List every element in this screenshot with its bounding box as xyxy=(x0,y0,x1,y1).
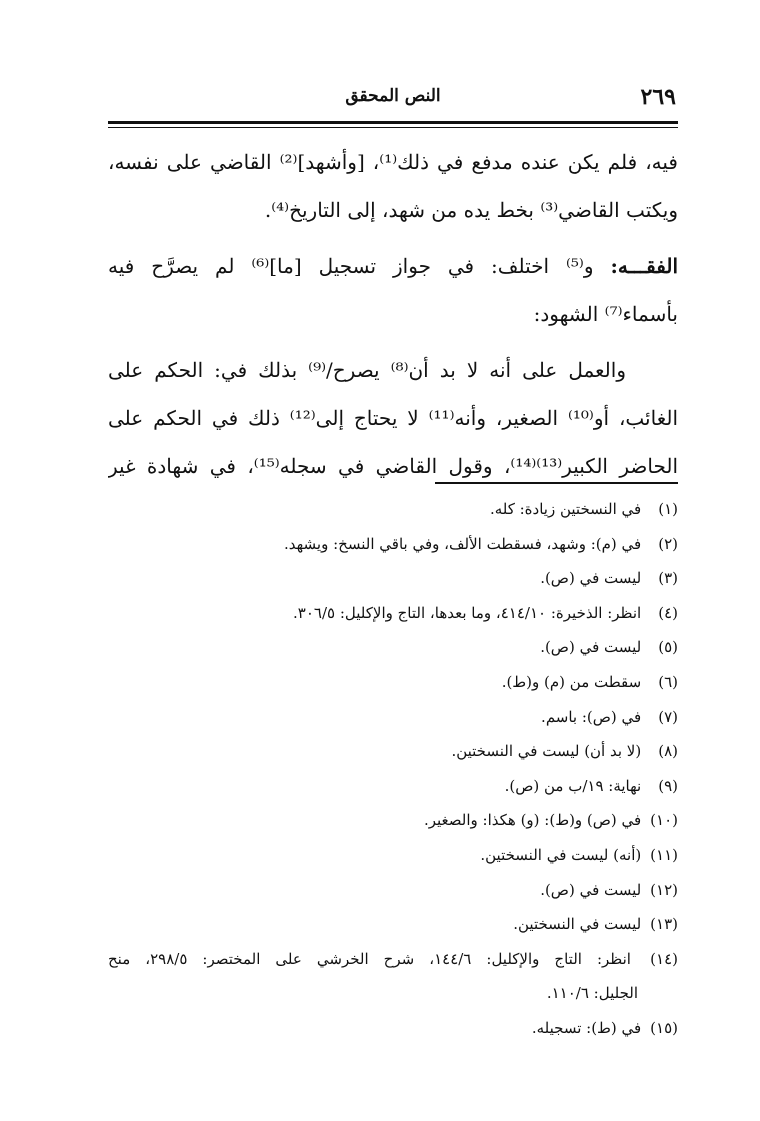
footnote-1 xyxy=(108,492,678,527)
footnote-text: انظر: التاج والإكليل: ١٤٤/٦، شرح الخرشي على المختصر: ٢٩٨/٥، منح xyxy=(108,949,631,968)
text-line-7: الحاضر الكبير⁽¹³⁾⁽¹⁴⁾، وقول القاضي في سجله⁽¹⁵⁾، في شهادة غير xyxy=(108,454,678,478)
footnote-text: في النسختين زيادة: كله. xyxy=(489,500,642,518)
footnote-text: في (ص) و(ط): (و) هكذا: والصغير. xyxy=(423,811,642,830)
text-line-3-rest: و⁽⁵⁾ اختلف: في جواز تسجيل [ما]⁽⁶⁾ لم يصرَّح فيه xyxy=(108,254,611,278)
footnote-number: (٧) xyxy=(658,707,678,726)
footnote-text: في (م): وشهد، فسقطت الألف، وفي باقي النسخ: ويشهد. xyxy=(284,534,642,553)
text-line-2: ويكتب القاضي⁽³⁾ بخط يده من شهد، إلى التاريخ⁽⁴⁾. xyxy=(264,198,678,222)
footnote-7 xyxy=(108,700,678,735)
footnote-number: (١٢) xyxy=(650,880,678,899)
footnote-text: ليست في النسختين. xyxy=(513,915,642,934)
text-line-6: الغائب، أو⁽¹⁰⁾ الصغير، وأنه⁽¹¹⁾ لا يحتاج إلى⁽¹²⁾ ذلك في الحكم على xyxy=(108,406,678,430)
footnote-text: (لا بد أن) ليست في النسختين. xyxy=(451,742,642,761)
text-line-3 xyxy=(108,242,678,290)
footnote-text: ليست في (ص). xyxy=(540,638,642,657)
footnote-text: ليست في (ص). xyxy=(540,569,642,588)
footnote-10 xyxy=(108,803,678,838)
footnote-14 xyxy=(108,942,678,977)
footnote-number: (١٠) xyxy=(650,811,678,830)
footnote-number: (٤) xyxy=(658,603,678,622)
footnote-number: (١١) xyxy=(650,845,678,864)
section-heading-fiqh: الفقـــه: xyxy=(610,254,678,278)
footnote-8 xyxy=(108,734,678,769)
footnote-text: في (ص): باسم. xyxy=(541,707,642,726)
footnote-separator xyxy=(435,482,678,484)
footnote-number: (٩) xyxy=(658,776,678,795)
running-title: النص المحقق xyxy=(345,86,441,106)
footnote-text: (أنه) ليست في النسختين. xyxy=(480,845,642,864)
footnote-number: (٨) xyxy=(658,742,678,761)
footnotes-list xyxy=(108,492,678,1046)
page-header xyxy=(108,84,678,118)
text-line-5: والعمل على أنه لا بد أن⁽⁸⁾ يصرح/⁽⁹⁾ بذلك في: الحكم على xyxy=(108,358,626,382)
footnote-13 xyxy=(108,907,678,942)
footnote-number: (٣) xyxy=(658,569,678,588)
text-line-1: فيه، فلم يكن عنده مدفع في ذلك⁽¹⁾، [وأشهد]⁽²⁾ القاضي على نفسه، xyxy=(108,150,678,174)
footnote-5 xyxy=(108,630,678,665)
footnote-number: (٥) xyxy=(658,638,678,657)
footnote-number: (١٤) xyxy=(650,949,678,968)
footnote-number: (١) xyxy=(658,500,678,518)
footnote-11 xyxy=(108,838,678,873)
main-text xyxy=(108,138,678,490)
footnote-text: سقطت من (م) و(ط). xyxy=(501,672,642,691)
footnote-2 xyxy=(108,527,678,562)
footnote-6 xyxy=(108,665,678,700)
footnote-9 xyxy=(108,769,678,804)
footnote-number: (١٥) xyxy=(650,1018,678,1037)
footnote-4 xyxy=(108,596,678,631)
footnote-text: نهاية: ١٩/ب من (ص). xyxy=(504,776,642,795)
text-line-4: بأسماء⁽⁷⁾ الشهود: xyxy=(533,302,678,326)
header-rule-thin xyxy=(108,127,678,128)
footnote-number: (١٣) xyxy=(650,915,678,934)
page-number: ٢٦٩ xyxy=(640,84,676,110)
footnote-15 xyxy=(108,1011,678,1046)
footnote-text: انظر: الذخيرة: ٤١٤/١٠، وما بعدها، التاج والإكليل: ٣٠٦/٥. xyxy=(293,603,642,622)
footnote-3 xyxy=(108,561,678,596)
footnote-text: في (ط): تسجيله. xyxy=(531,1018,642,1037)
footnote-number: (٦) xyxy=(658,672,678,691)
footnote-number: (٢) xyxy=(658,534,678,553)
footnote-12 xyxy=(108,873,678,908)
header-rule-thick xyxy=(108,121,678,124)
footnote-14-continuation: الجليل: ١١٠/٦. xyxy=(546,984,638,1003)
footnote-text: ليست في (ص). xyxy=(540,880,642,899)
